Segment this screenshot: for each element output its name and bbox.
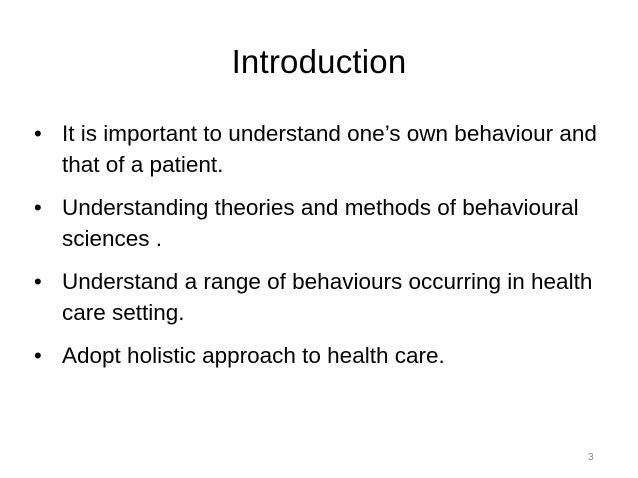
bullet-list: [34, 118, 604, 383]
bullet-text: Adopt holistic approach to health care.: [62, 343, 445, 368]
bullet-item: [34, 340, 604, 371]
page-number: 3: [588, 452, 594, 463]
bullet-item: [34, 118, 604, 180]
bullet-dot-icon: •: [34, 343, 42, 368]
bullet-dot-icon: •: [34, 121, 42, 146]
bullet-dot-icon: •: [34, 269, 42, 294]
bullet-text: Understand a range of behaviours occurring in health care setting.: [62, 269, 593, 325]
slide-title: Introduction: [231, 43, 407, 80]
bullet-item: [34, 266, 604, 328]
bullet-dot-icon: •: [34, 195, 42, 220]
bullet-text: It is important to understand one’s own behaviour and that of a patient.: [62, 121, 597, 177]
bullet-item: [34, 192, 604, 254]
bullet-text: Understanding theories and methods of behavioural sciences .: [62, 195, 579, 251]
